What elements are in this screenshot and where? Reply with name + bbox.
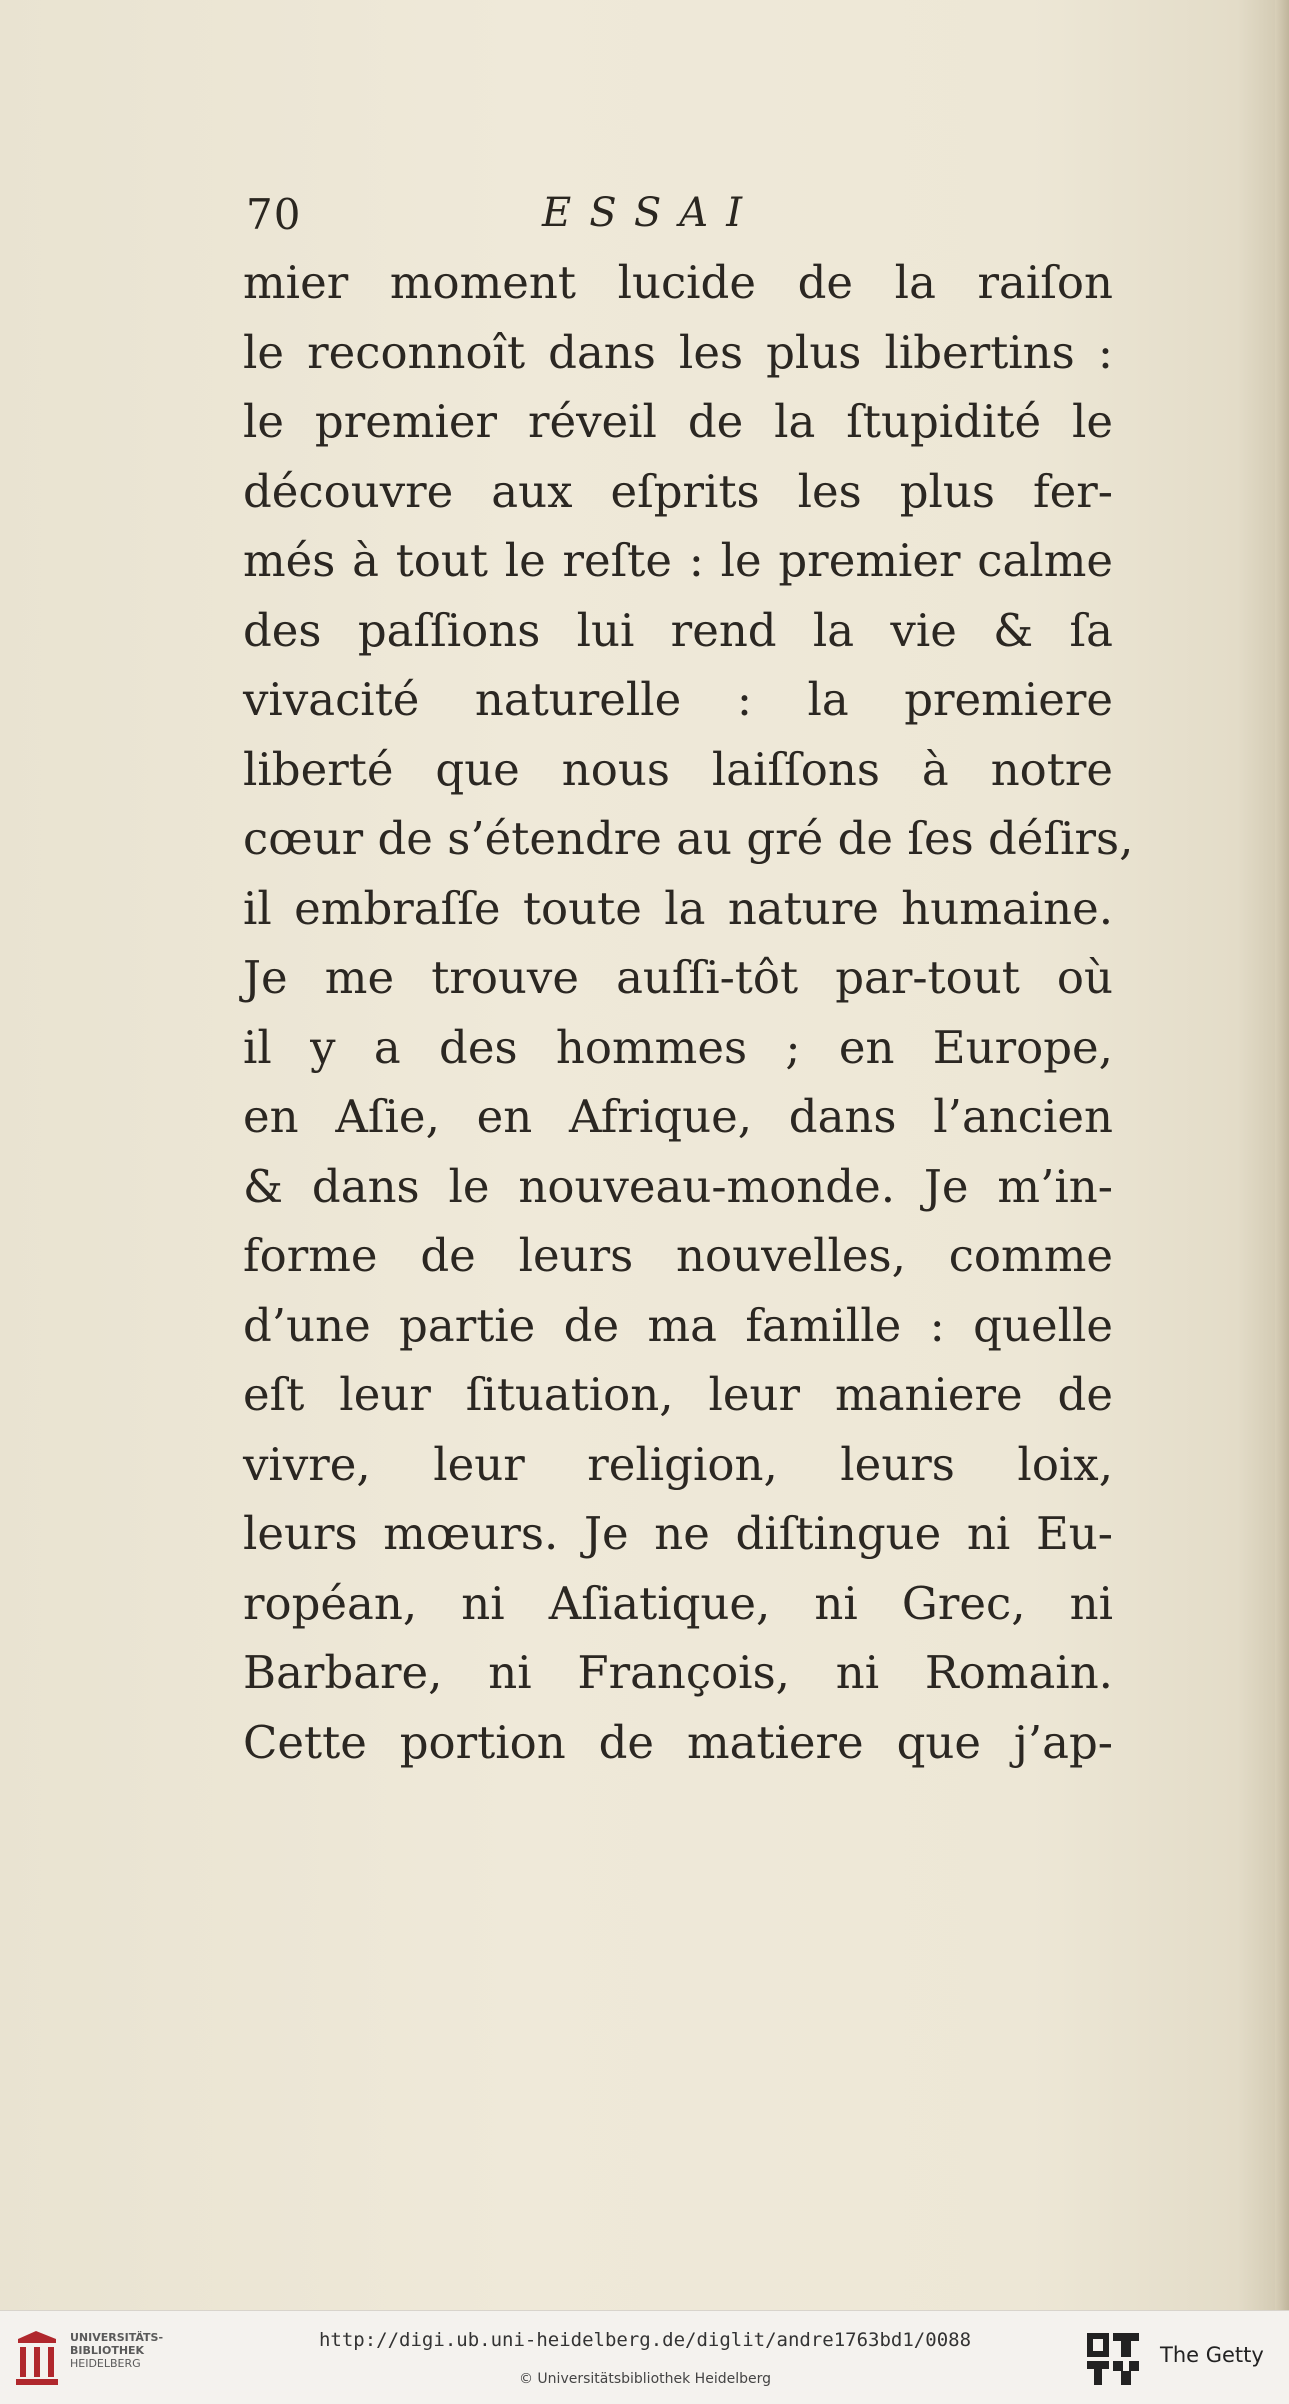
text-line: découvre aux eſprits les plus fer- xyxy=(243,464,1113,518)
text-line: vivacité naturelle : la premiere xyxy=(243,673,1113,726)
text-line: mier moment lucide de la raiſon xyxy=(243,256,1113,309)
text-line: & dans le nouveau-monde. Je m’in- xyxy=(243,1159,1113,1213)
footer-bar xyxy=(0,2310,1289,2404)
library-name-line: BIBLIOTHEK xyxy=(70,2344,145,2357)
text-line: vivre, leur religion, leurs loix, xyxy=(243,1437,1113,1491)
text-line: forme de leurs nouvelles, comme xyxy=(243,1229,1113,1282)
university-library-name xyxy=(70,2331,163,2370)
library-name-line: HEIDELBERG xyxy=(70,2357,141,2370)
page-edge xyxy=(1275,0,1289,2310)
text-line: Barbare, ni François, ni Romain. xyxy=(243,1646,1113,1699)
text-line: més à tout le reſte : le premier calme xyxy=(243,534,1113,587)
text-line: Je me trouve auſſi-tôt par-tout où xyxy=(243,951,1113,1004)
page-number: 70 xyxy=(246,190,302,239)
text-line: Cette portion de matiere que j’ap- xyxy=(243,1715,1113,1769)
text-line: eſt leur ſituation, leur maniere de xyxy=(243,1368,1113,1421)
text-line: leurs mœurs. Je ne diſtingue ni Eu- xyxy=(243,1507,1113,1560)
getty-logo-icon[interactable] xyxy=(1085,2331,1141,2387)
text-line: il embraſſe toute la nature humaine. xyxy=(243,881,1113,935)
text-line: liberté que nous laiſſons à notre xyxy=(243,742,1113,796)
text-line: ropéan, ni Aſiatique, ni Grec, ni xyxy=(243,1576,1113,1630)
text-line: en Aſie, en Afrique, dans l’ancien xyxy=(243,1090,1113,1143)
text-line: le premier réveil de la ſtupidité le xyxy=(243,395,1113,448)
text-line: cœur de s’étendre au gré de ſes déſirs, xyxy=(243,812,1134,865)
running-head: ESSAI xyxy=(542,190,760,236)
text-line: des paſſions lui rend la vie & ſa xyxy=(243,603,1113,657)
body-text xyxy=(243,248,1134,1777)
library-name-line: UNIVERSITÄTS- xyxy=(70,2331,164,2344)
university-library-logo-icon[interactable] xyxy=(14,2329,60,2389)
text-line: d’une partie de ma famille : quelle xyxy=(243,1298,1113,1352)
copyright-notice: © Universitätsbibliothek Heidelberg xyxy=(518,2371,771,2387)
permalink-url[interactable]: http://digi.ub.uni-heidelberg.de/diglit/andre1763bd1/0088 xyxy=(318,2329,972,2351)
getty-partner-name: The Getty xyxy=(1160,2343,1264,2367)
text-line: il y a des hommes ; en Europe, xyxy=(243,1020,1113,1074)
text-line: le reconnoît dans les plus libertins : xyxy=(243,325,1113,379)
